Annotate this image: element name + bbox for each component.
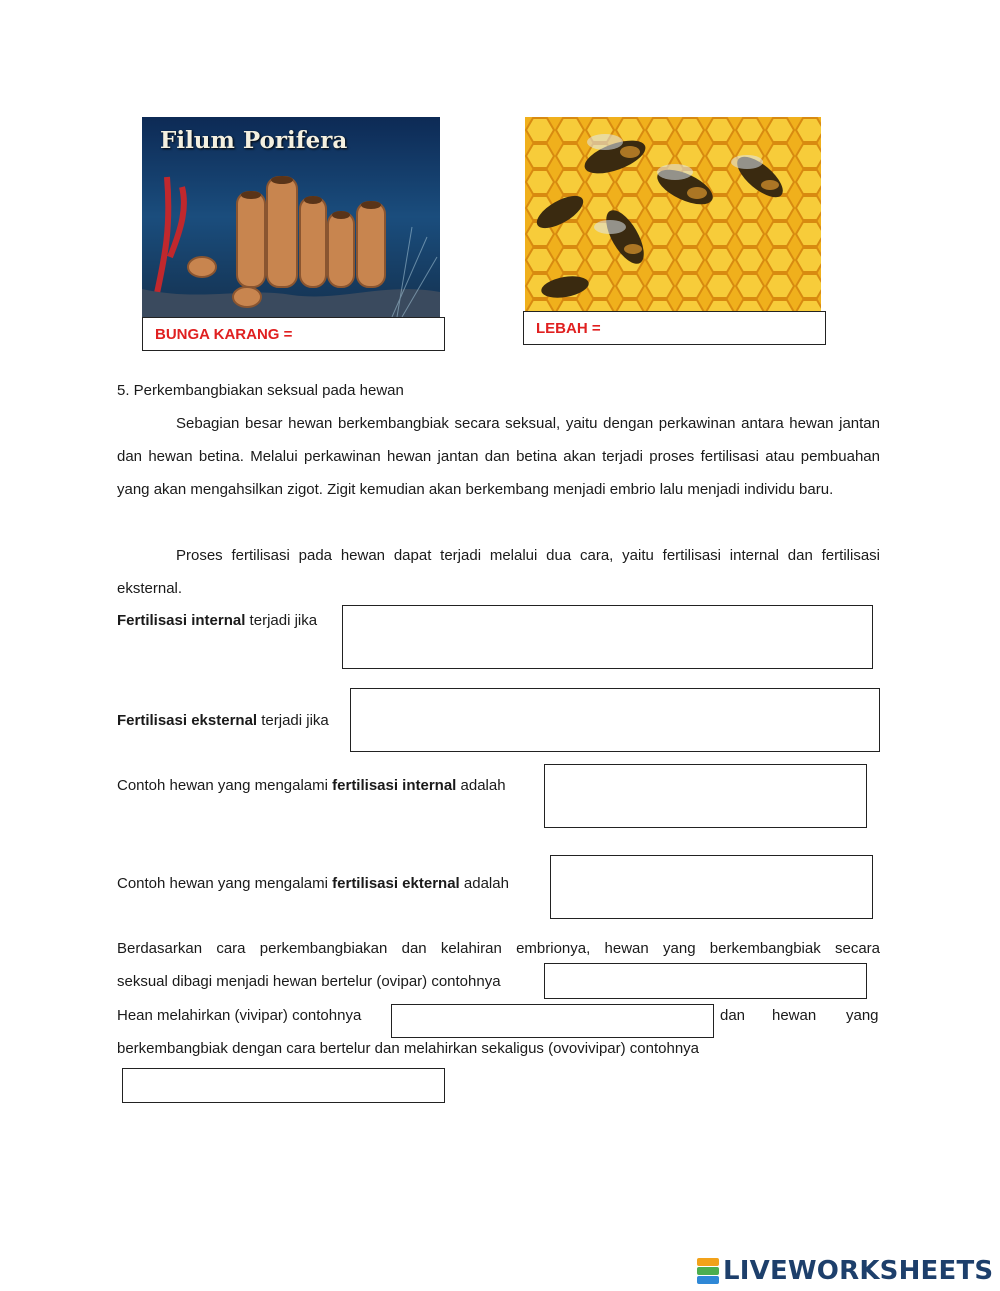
question-internal-bold: Fertilisasi internal xyxy=(117,612,246,629)
closing-line-3a: Hean melahirkan (vivipar) contohnya xyxy=(117,1007,362,1024)
bee-image xyxy=(525,117,821,312)
answer-external-input[interactable] xyxy=(350,688,880,752)
question-internal xyxy=(117,611,317,631)
question-example-internal-pre: Contoh hewan yang mengalami xyxy=(117,777,333,794)
answer-vivipar-input[interactable] xyxy=(391,1004,714,1038)
bee-label-box xyxy=(523,311,826,345)
paragraph-2 xyxy=(117,539,880,605)
porifera-caption: Filum Porifera xyxy=(160,127,348,154)
answer-ovipar-input[interactable] xyxy=(544,963,867,999)
question-external xyxy=(117,711,329,731)
closing-line-3c: hewan xyxy=(772,1007,817,1024)
answer-internal-input[interactable] xyxy=(342,605,873,669)
question-example-internal-bold: fertilisasi internal xyxy=(332,777,457,794)
liveworksheets-icon xyxy=(697,1258,719,1284)
answer-example-external-input[interactable] xyxy=(550,855,873,919)
porifera-label-box xyxy=(142,317,445,351)
closing-line-4: berkembangbiak dengan cara bertelur dan melahirkan sekaligus (ovovivipar) contohnya xyxy=(117,1040,700,1057)
question-external-bold: Fertilisasi eksternal xyxy=(117,712,258,729)
closing-line-1: Berdasarkan cara perkembangbiakan dan kelahiran embrionya, hewan yang berkembangbiak secara xyxy=(117,940,880,957)
paragraph-1 xyxy=(117,407,880,506)
question-example-external-pre: Contoh hewan yang mengalami xyxy=(117,875,333,892)
question-external-rest: terjadi jika xyxy=(257,712,329,729)
section-heading: 5. Perkembangbiakan seksual pada hewan xyxy=(117,382,404,399)
question-example-internal-post: adalah xyxy=(456,777,506,794)
porifera-image xyxy=(142,117,440,317)
liveworksheets-logo xyxy=(697,1256,993,1286)
bee-label: LEBAH = xyxy=(536,320,601,337)
brand-name: LIVEWORKSHEETS xyxy=(723,1256,994,1286)
answer-ovovivipar-input[interactable] xyxy=(122,1068,445,1103)
closing-line-3d: yang xyxy=(846,1007,879,1024)
question-example-internal xyxy=(117,776,506,796)
question-internal-rest: terjadi jika xyxy=(245,612,318,629)
question-example-external-post: adalah xyxy=(459,875,509,892)
paragraph-2-text: Proses fertilisasi pada hewan dapat terjadi melalui dua cara, yaitu fertilisasi internal dan fertilisasi eksternal. xyxy=(117,547,880,597)
question-example-external xyxy=(117,874,509,894)
closing-line-3b: dan xyxy=(720,1007,746,1024)
question-example-external-bold: fertilisasi ekternal xyxy=(332,875,460,892)
porifera-label: BUNGA KARANG = xyxy=(155,326,293,343)
paragraph-1-text: Sebagian besar hewan berkembangbiak secara seksual, yaitu dengan perkawinan antara hewan jantan dan hewan betina. Melalui perkawinan hewan jantan dan betina akan terjadi proses fertilisasi atau pembuahan yang akan mengahsilkan zigot. Zigit kemudian akan berkembang menjadi embrio lalu menjadi individu baru. xyxy=(117,415,880,498)
answer-example-internal-input[interactable] xyxy=(544,764,867,828)
closing-line-2: seksual dibagi menjadi hewan bertelur (ovipar) contohnya xyxy=(117,973,501,990)
